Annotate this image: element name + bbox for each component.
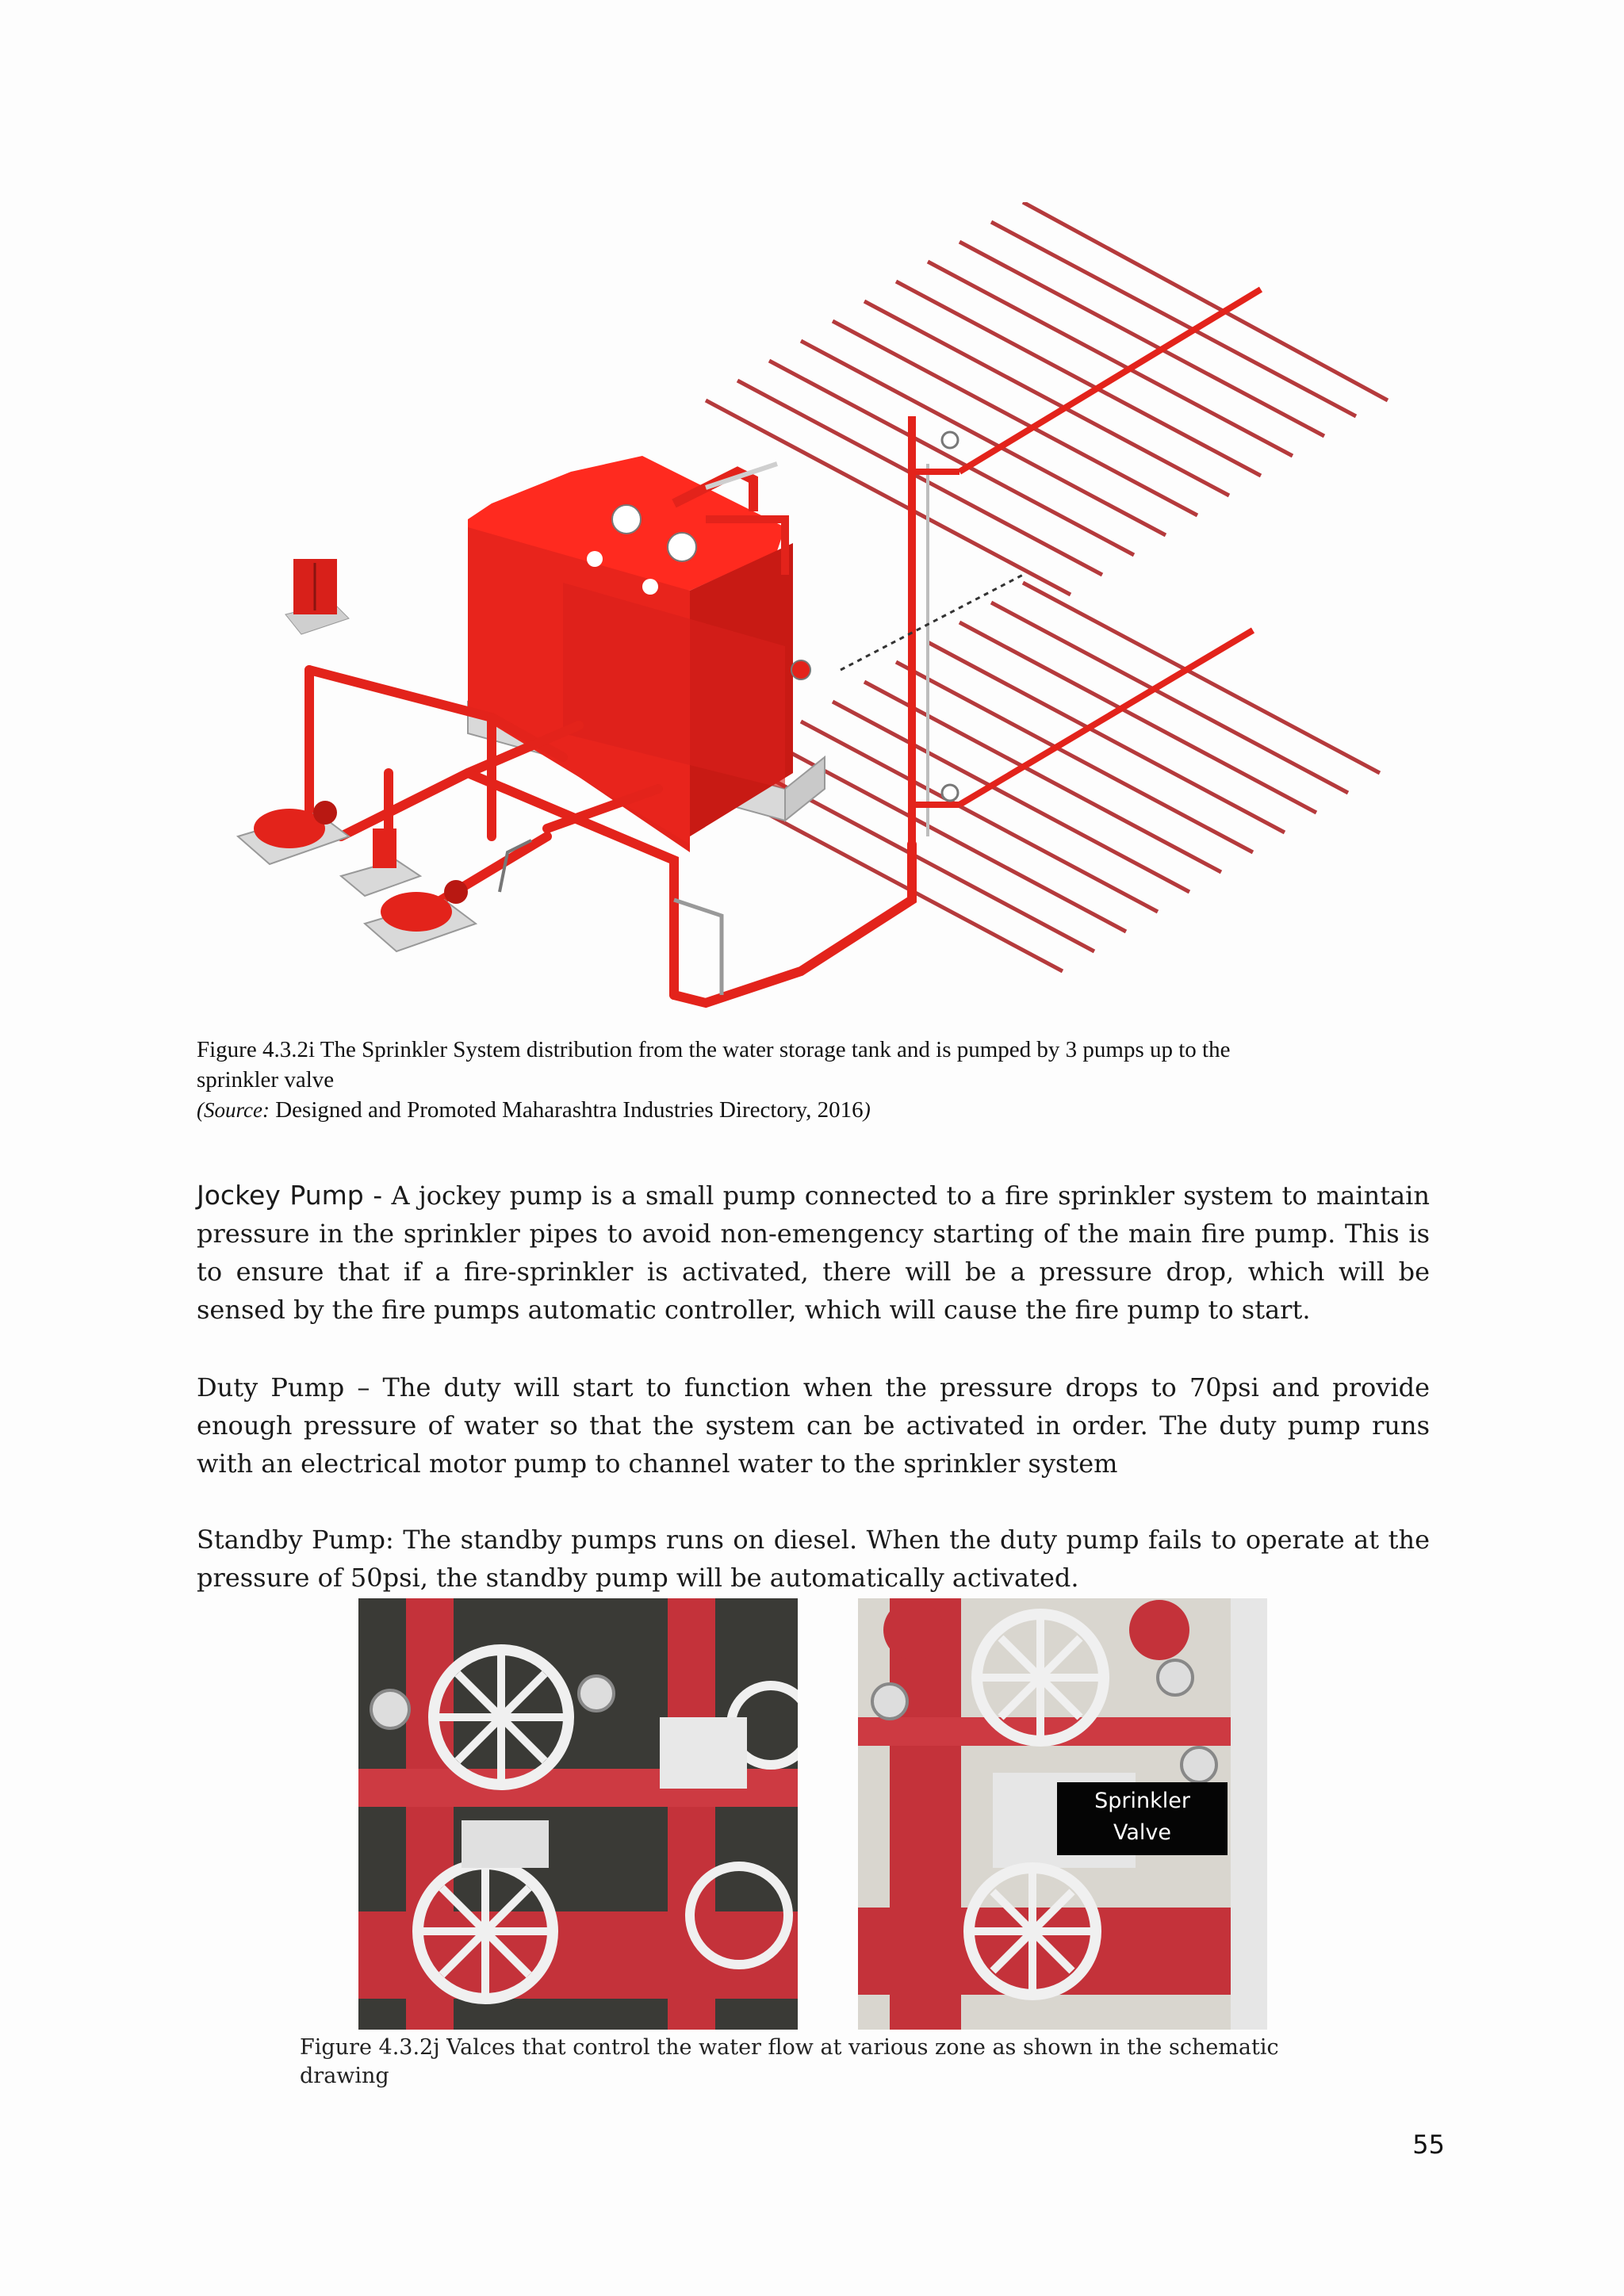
source-suffix: ) xyxy=(863,1098,871,1122)
control-panel xyxy=(285,559,349,634)
paragraph-duty-pump: Duty Pump – The duty will start to function when the pressure drops to 70psi and provide enough pressure of water so that the system can be activated in order. The duty pump runs with an electrical motor pump to channel water to the sprinkler system xyxy=(197,1372,1430,1479)
sprinkler-system-diagram xyxy=(230,202,1404,1011)
source-text: Designed and Promoted Maharashtra Industries Directory, 2016 xyxy=(269,1097,864,1123)
label-line-2: Valve xyxy=(1113,1820,1171,1845)
label-line-1: Sprinkler xyxy=(1094,1789,1190,1813)
figure-caption xyxy=(197,1035,1434,1125)
paragraph-jockey-pump xyxy=(197,1177,1430,1329)
fire-pump-1 xyxy=(238,801,349,864)
figure-caption-2: Figure 4.3.2j Valces that control the water flow at various zone as shown in the schematic drawing xyxy=(300,2035,1279,2088)
paragraph-standby-pump: Standby Pump: The standby pumps runs on diesel. When the duty pump fails to operate at the pressure of 50psi, the standby pump will be automatically activated. xyxy=(197,1525,1430,1593)
upper-sprinkler-grid xyxy=(706,202,1388,595)
caption-source xyxy=(197,1095,1434,1125)
page-number: 55 xyxy=(1412,2130,1445,2160)
sprinkler-valve-label xyxy=(1057,1782,1228,1855)
source-prefix: (Source: xyxy=(197,1098,270,1122)
caption-line-1: Figure 4.3.2i The Sprinkler System distribution from the water storage tank and is pumped by 3 pumps up to the xyxy=(197,1037,1231,1062)
jockey-pump-heading: Jockey Pump - xyxy=(197,1180,383,1211)
jockey-pump xyxy=(341,828,420,896)
jockey-pump-text: A jockey pump is a small pump connected to a fire sprinkler system to maintain pressure in the sprinkler pipes to avoid non-emengency starting of the main fire pump. This is to ensure that if a fire-sprinkler is activated, there will be a pressure drop, which will be sensed by the fire pumps automatic controller, which will cause the fire pump to start. xyxy=(197,1181,1430,1325)
valve-photo-left xyxy=(358,1598,798,2030)
caption-line-2: sprinkler valve xyxy=(197,1067,335,1093)
